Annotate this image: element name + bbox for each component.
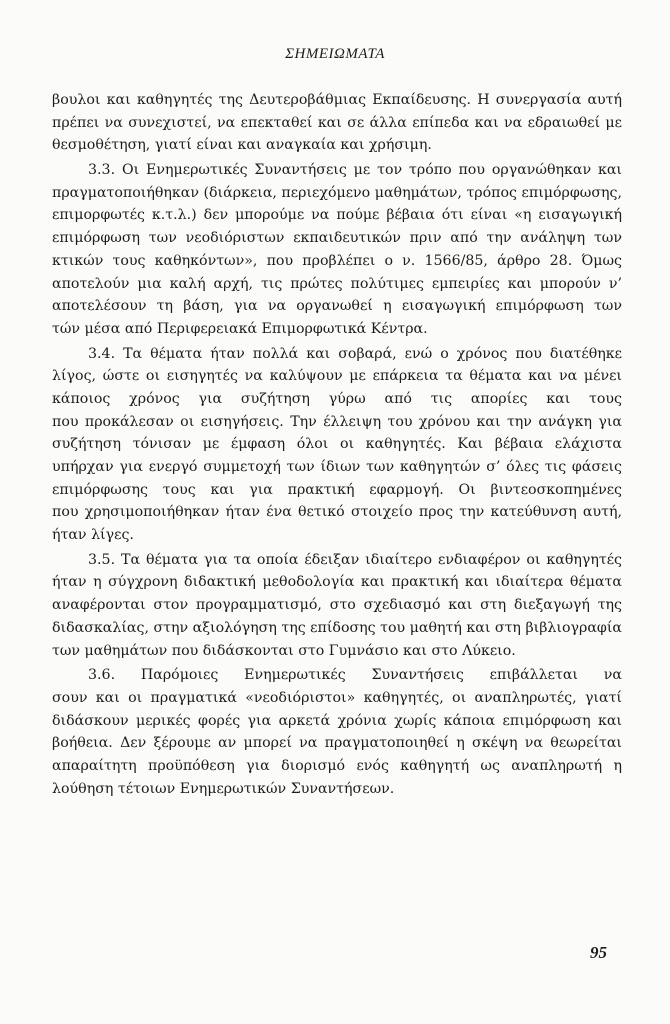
text-line: απαραίτητη προϋπόθεση για διορισμό ενός καθηγητή ως αναπληρωτή η bbox=[52, 757, 622, 774]
paragraph bbox=[52, 343, 622, 547]
text-line: των μαθημάτων που διδάσκονται στο Γυμνάσιο και στο Λύκειο. bbox=[52, 642, 516, 659]
text-line: επιμόρφωση των νεοδιόριστων εκπαιδευτικών πριν από την ανάληψη των bbox=[52, 230, 622, 247]
text-line: αποτελούν μια καλή αρχή, τις πρώτες πολύτιμες εμπειρίες και μπορούν ν’ bbox=[52, 275, 622, 292]
text-line: κτικών τους καθηκόντων», που προβλέπει ο ν. 1566/85, άρθρο 28. Όμως bbox=[52, 252, 622, 269]
text-line: αναφέρονται στον προγραμματισμό, στο σχεδιασμό και στη διεξαγωγή της bbox=[52, 597, 622, 614]
text-line: 3.5. Τα θέματα για τα οποία έδειξαν ιδιαίτερο ενδιαφέρον οι καθηγητές bbox=[88, 551, 622, 568]
paragraph bbox=[52, 159, 622, 341]
text-line: που προκάλεσαν οι εισηγήσεις. Την έλλειψη του χρόνου και την ανάγκη για bbox=[52, 413, 622, 430]
text-line: σουν και οι πραγματικά «νεοδιόριστοι» καθηγητές, οι αναπληρωτές, γιατί bbox=[52, 689, 622, 706]
text-line: αποτελέσουν τη βάση, για να οργανωθεί η εισαγωγική επιμόρφωση των bbox=[52, 298, 622, 315]
text-line: βοήθεια. Δεν ξέρουμε αν μπορεί να πραγματοποιηθεί η σκέψη να θεωρείται bbox=[52, 735, 622, 752]
text-line: κάποιος χρόνος για συζήτηση γύρω από τις απορίες και τους bbox=[52, 390, 622, 407]
text-line: επιμορφωτές κ.τ.λ.) δεν μπορούμε να πούμε βέβαια ότι είναι «η εισαγωγική bbox=[52, 207, 622, 224]
paragraph bbox=[52, 664, 622, 800]
page-number: 95 bbox=[590, 943, 607, 962]
text-line: ήταν λίγες. bbox=[52, 527, 134, 544]
text-line: πρέπει να συνεχιστεί, να επεκταθεί και σε άλλα επίπεδα και να εδραιωθεί με bbox=[52, 114, 622, 131]
text-line: τών μέσα από Περιφερειακά Επιμορφωτικά Κέντρα. bbox=[52, 320, 428, 337]
text-line: ήταν η σύγχρονη διδακτική μεθοδολογία και πρακτική και ιδιαίτερα θέματα bbox=[52, 574, 622, 591]
text-line: διδασκαλίας, στην αξιολόγηση της επίδοσης του μαθητή και στη βιβλιογραφία bbox=[52, 619, 622, 636]
paragraph bbox=[52, 549, 622, 662]
running-header: ΣΗΜΕΙΩΜΑΤΑ bbox=[285, 46, 385, 62]
text-line: 3.3. Οι Ενημερωτικές Συναντήσεις με τον τρόπο που οργανώθηκαν και bbox=[88, 162, 622, 179]
text-line: θεσμοθέτηση, γιατί είναι και αναγκαία και χρήσιμη. bbox=[52, 137, 432, 154]
text-line: βουλοι και καθηγητές της Δευτεροβάθμιας Εκπαίδευσης. Η συνεργασία αυτή bbox=[52, 92, 622, 108]
text-line: 3.6. Παρόμοιες Ενημερωτικές Συναντήσεις επιβάλλεται να bbox=[88, 667, 622, 684]
text-line: συζήτηση τόνισαν με έμφαση όλοι οι καθηγητές. Και βέβαια ελάχιστα bbox=[52, 436, 622, 453]
text-line: που χρησιμοποιήθηκαν ήταν ένα θετικό στοιχείο προς την κατεύθυνση αυτή, bbox=[52, 504, 622, 521]
text-line: διδάσκουν μερικές φορές για αρκετά χρόνια χωρίς κάποια επιμόρφωση και bbox=[52, 712, 622, 729]
text-line: λίγος, ώστε οι εισηγητές να καλύψουν με επάρκεια τα θέματα και να μένει bbox=[52, 368, 622, 385]
text-line: 3.4. Τα θέματα ήταν πολλά και σοβαρά, ενώ ο χρόνος που διατέθηκε bbox=[88, 345, 622, 362]
body-text bbox=[52, 89, 622, 802]
text-line: λούθηση τέτοιων Ενημερωτικών Συναντήσεων. bbox=[52, 780, 395, 797]
text-line: υπήρχαν για ενεργό συμμετοχή των ίδιων των καθηγητών σ’ όλες τις φάσεις bbox=[52, 459, 622, 475]
paragraph bbox=[52, 89, 622, 157]
text-line: επιμόρφωσης τους και για πρακτική εφαρμογή. Οι βιντεοσκοπημένες bbox=[52, 481, 622, 498]
text-line: πραγματοποιήθηκαν (διάρκεια, περιεχόμενο μαθημάτων, τρόπος επιμόρφωσης, bbox=[52, 184, 622, 201]
